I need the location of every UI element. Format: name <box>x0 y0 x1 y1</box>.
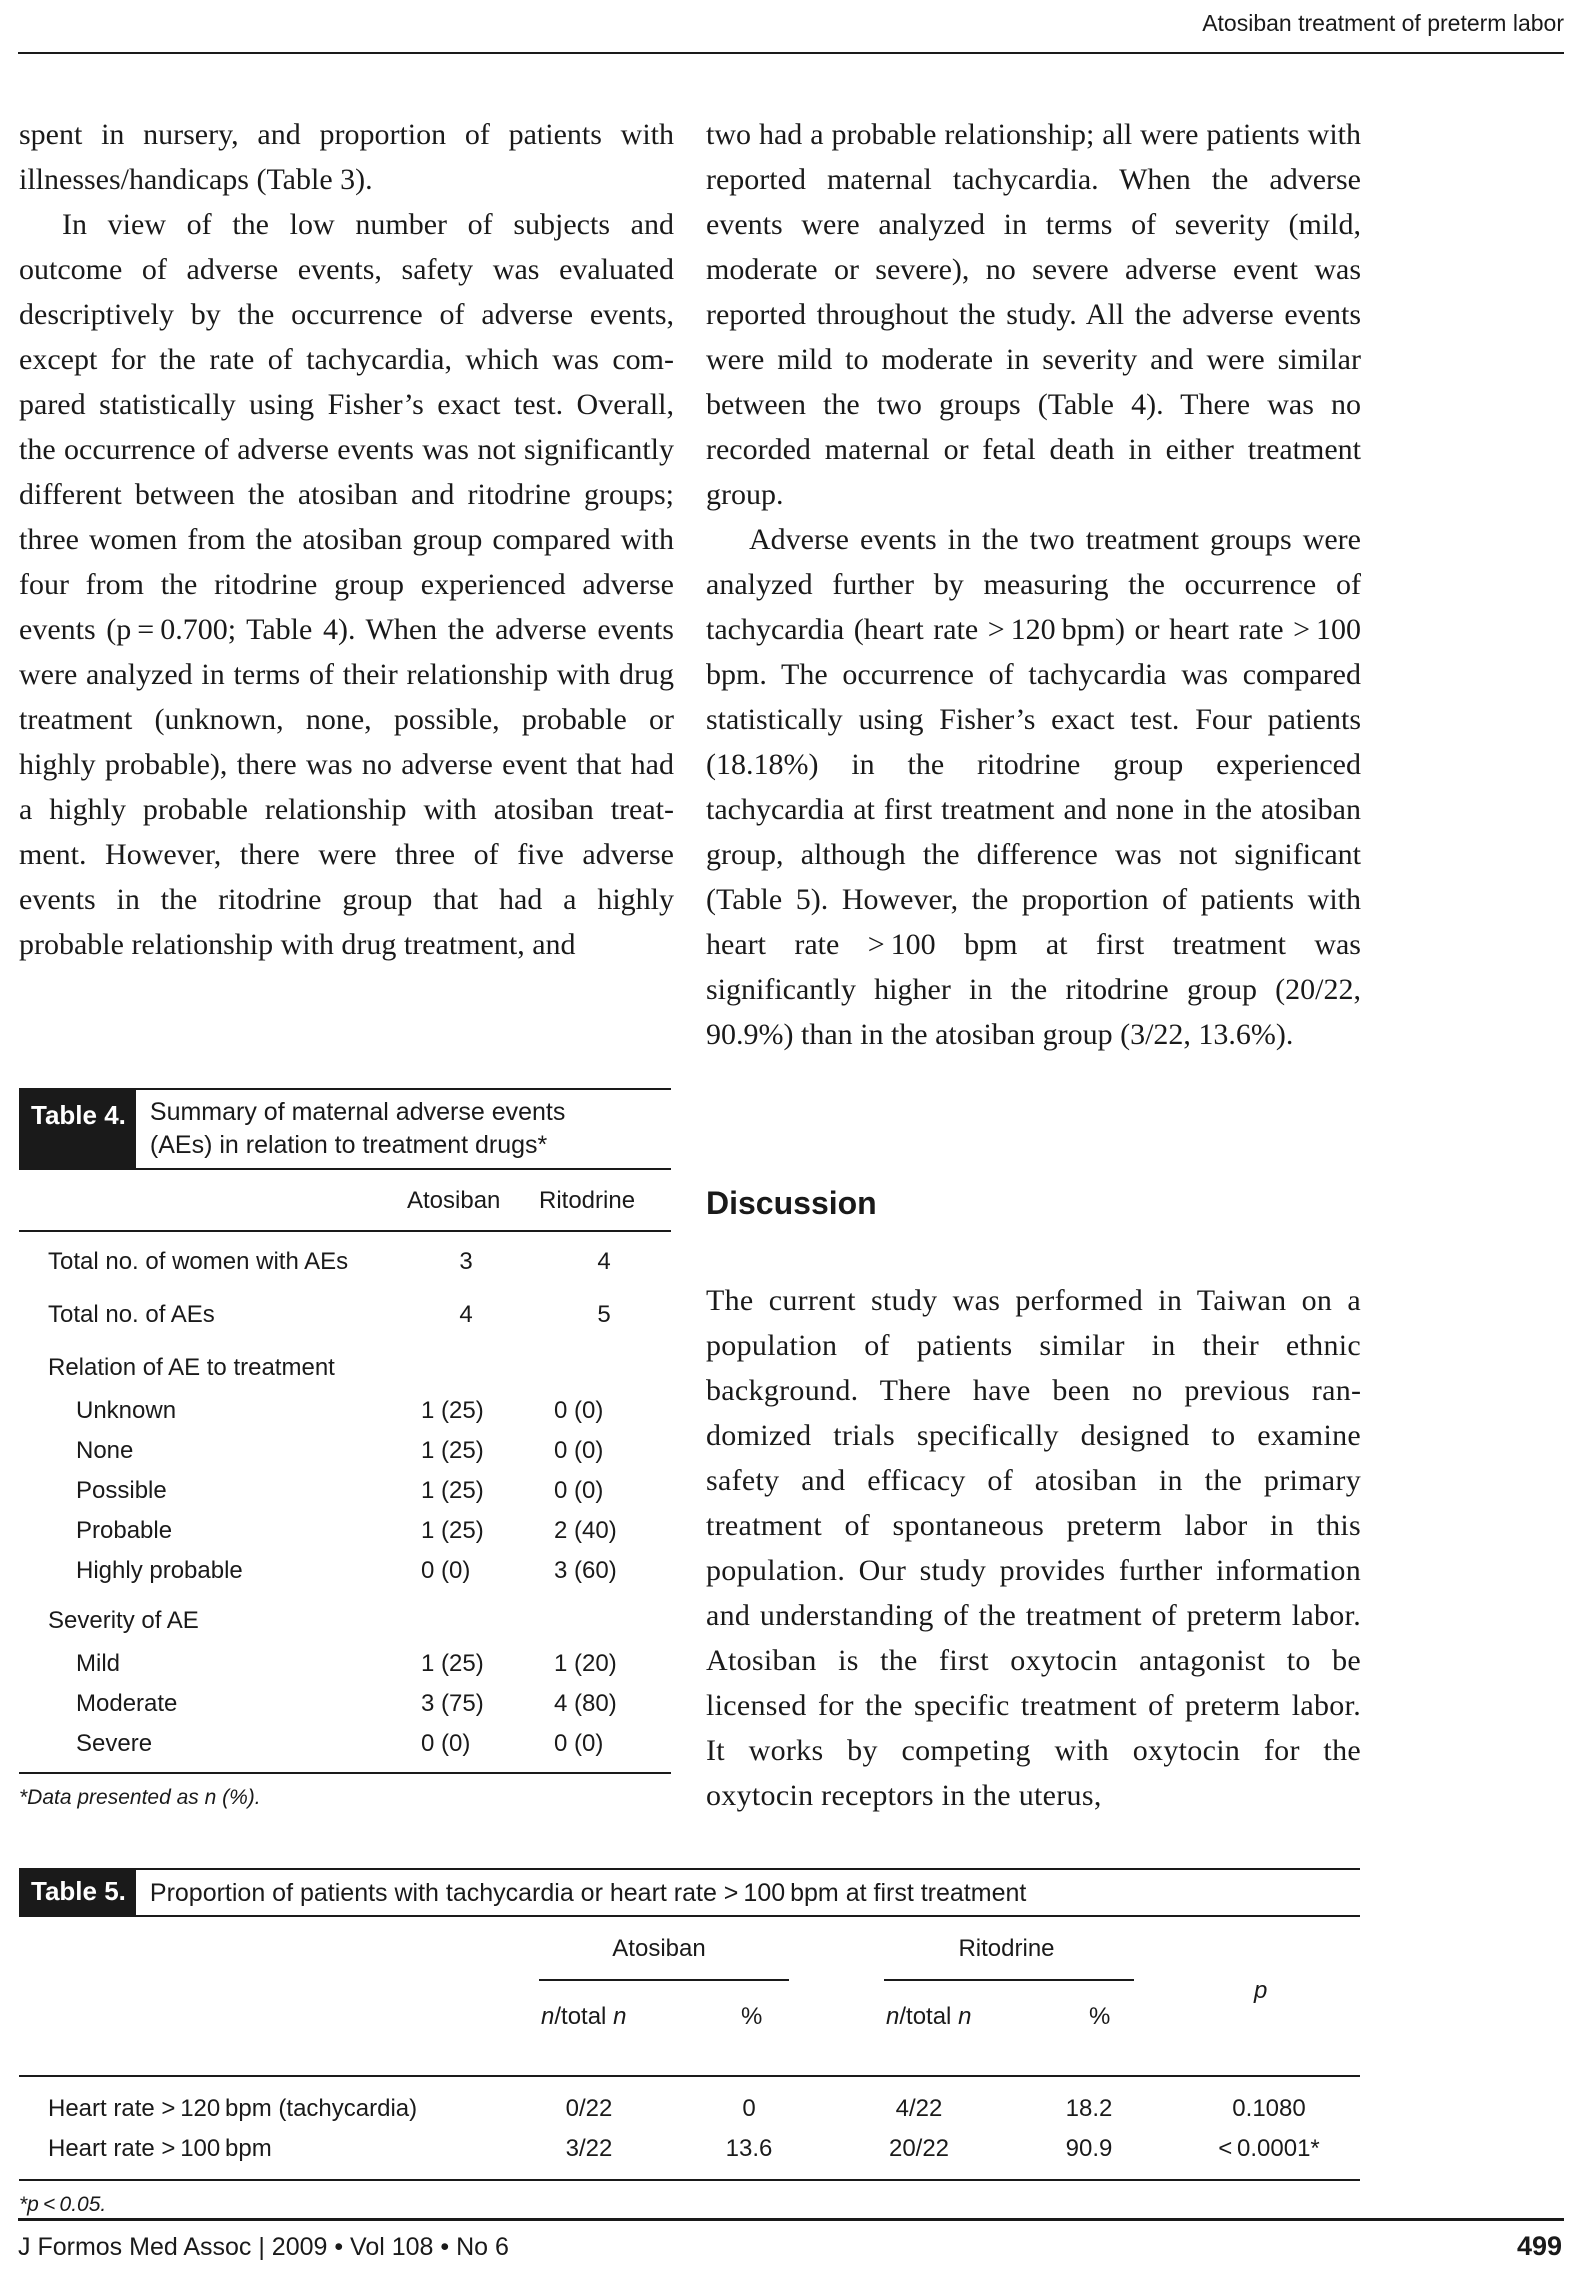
cell-atosiban: 1 (25) <box>421 1477 484 1504</box>
row-label: Highly probable <box>76 1557 243 1584</box>
cell-ritodrine: 4 <box>597 1248 611 1275</box>
left-column <box>19 112 674 967</box>
table-row <box>19 1551 671 1591</box>
row-label: Severity of AE <box>48 1607 199 1634</box>
group-rule <box>884 1979 1134 1981</box>
discussion-paragraph: The current study was performed in Taiwan on a population of patients similar in their ethnic background. There have been no previous randomized trials specifically designed to examine safety and efficacy of atosiban in the primary treatment of spontaneous preterm labor in this population. Our study provides further information and understanding of the treatment of preterm labor. Atosiban is the first oxytocin antagonist to be licensed for the specific treatment of preterm labor. It works by competing with oxytocin for the oxytocin receptors in the uterus, <box>706 1284 1361 1812</box>
section-heading-discussion: Discussion <box>706 1185 877 1221</box>
cell-ritodrine: 2 (40) <box>554 1517 617 1544</box>
caption-line: Summary of maternal adverse events <box>149 1098 566 1126</box>
cell-atosiban: 1 (25) <box>421 1517 484 1544</box>
table-footnote: *p < 0.05. <box>19 2193 107 2216</box>
cell-ritodrine: 1 (20) <box>554 1650 617 1677</box>
row-label: Moderate <box>76 1690 178 1717</box>
table-row <box>19 1285 671 1338</box>
table-row <box>19 1471 671 1511</box>
cell-ritodrine: 4 (80) <box>554 1690 617 1717</box>
cell-ritodrine: 3 (60) <box>554 1557 617 1584</box>
table-4 <box>19 1088 671 1810</box>
page-number: 499 <box>1516 2231 1562 2261</box>
row-label: Mild <box>76 1650 121 1677</box>
row-label: Heart rate > 100 bpm <box>48 2135 272 2162</box>
cell-atosiban-pct: 13.6 <box>725 2135 773 2162</box>
cell-ritodrine: 0 (0) <box>554 1477 604 1504</box>
subheader-n-total: n/total n <box>886 2003 972 2030</box>
cell-atosiban: 1 (25) <box>421 1397 484 1424</box>
row-label: Possible <box>76 1477 167 1504</box>
row-label: Total no. of AEs <box>48 1301 215 1328</box>
table-group-heading <box>19 1591 671 1644</box>
right-column <box>706 112 1361 1057</box>
table-header <box>19 1170 671 1232</box>
table-footnote: *Data presented as n (%). <box>19 1786 261 1809</box>
group-header-ritodrine: Ritodrine <box>958 1935 1055 1962</box>
subheader-percent: % <box>741 2003 763 2030</box>
table-bottom-rule <box>19 1772 671 1774</box>
cell-atosiban: 4 <box>459 1301 473 1328</box>
cell-ritodrine-pct: 18.2 <box>1065 2095 1113 2122</box>
table-row <box>19 2089 1360 2129</box>
row-label: Severe <box>76 1730 153 1757</box>
table-row <box>19 1232 671 1285</box>
row-label: Total no. of women with AEs <box>48 1248 349 1275</box>
table-caption-text <box>136 1090 573 1168</box>
table-row <box>19 1511 671 1551</box>
body-paragraph: Adverse events in the two treatment groups were analyzed further by measuring the occurrence of tachycardia (heart rate > 120 bpm) or heart rate > 100 bpm. The occurrence of tachycardia was compared statistically using Fisher’s exact test. Four patients (18.18%) in the ritodrine group experienced tachycardia at first treatment and none in the atosiban group, although the difference was not significant (Table 5). However, the proportion of patients with heart rate > 100 bpm at first treatment was significantly higher in the ritodrine group (20/22, 90.9%) than in the atosiban group (3/22, 13.6%). <box>706 523 1361 1051</box>
row-label: None <box>76 1437 134 1464</box>
cell-ritodrine: 0 (0) <box>554 1437 604 1464</box>
table-group-heading <box>19 1338 671 1391</box>
cell-atosiban: 1 (25) <box>421 1650 484 1677</box>
table-row <box>19 1391 671 1431</box>
table-5-caption <box>19 1868 1360 1917</box>
column-header-atosiban: Atosiban <box>407 1187 501 1214</box>
table-row <box>19 1644 671 1684</box>
body-paragraph: In view of the low number of subjects and outcome of adverse events, safety was evaluated descriptively by the occurrence of adverse events, except for the rate of tachycardia, which was compared statistically using Fisher’s exact test. Overall, the occurrence of adverse events was not significantly different between the atosiban and ritodrine groups; three women from the atosiban group compared with four from the ritodrine group experienced adverse events (p = 0.700; Table 4). When the adverse events were analyzed in terms of their relationship with drug treatment (unknown, none, possible, probable or highly probable), there was no adverse event that had a highly probable relationship with atosiban treatment. However, there were three of five adverse events in the ritodrine group that had a highly probable relationship with drug treatment, and <box>19 208 674 961</box>
cell-ritodrine-pct: 90.9 <box>1065 2135 1113 2162</box>
cell-p-value: < 0.0001* <box>1218 2135 1320 2162</box>
header-rule <box>18 52 1564 54</box>
table-header <box>19 1917 1360 2077</box>
footer-rule <box>18 2218 1564 2221</box>
cell-atosiban: 3 <box>459 1248 473 1275</box>
table-body <box>19 2077 1360 2181</box>
cell-atosiban: 3 (75) <box>421 1690 484 1717</box>
cell-atosiban: 1 (25) <box>421 1437 484 1464</box>
table-label: Table 5. <box>19 1870 136 1915</box>
table-caption-text: Proportion of patients with tachycardia or heart rate > 100 bpm at first treatment <box>149 1879 1027 1907</box>
table-4-caption <box>19 1088 671 1170</box>
body-paragraph: two had a probable relationship; all were patients with reported maternal tachycardia. When the adverse events were analyzed in terms of severity (mild, moderate or severe), no severe adverse event was reported throughout the study. All the adverse events were mild to moderate in severity and were similar between the two groups (Table 4). There was no recorded maternal or fetal death in either treatment group. <box>706 118 1361 511</box>
cell-ritodrine-n: 20/22 <box>888 2135 950 2162</box>
subheader-percent: % <box>1089 2003 1111 2030</box>
row-label: Probable <box>76 1517 173 1544</box>
cell-ritodrine-n: 4/22 <box>895 2095 943 2122</box>
table-row <box>19 1431 671 1471</box>
table-5 <box>19 1868 1360 2217</box>
journal-citation: J Formos Med Assoc | 2009 • Vol 108 • No 6 <box>18 2233 509 2261</box>
row-label: Heart rate > 120 bpm (tachycardia) <box>48 2095 418 2122</box>
column-header-ritodrine: Ritodrine <box>539 1187 636 1214</box>
cell-atosiban: 0 (0) <box>421 1557 471 1584</box>
table-label: Table 4. <box>19 1090 136 1168</box>
table-row <box>19 1684 671 1724</box>
cell-atosiban: 0 (0) <box>421 1730 471 1757</box>
cell-atosiban-n: 3/22 <box>565 2135 613 2162</box>
body-paragraph: spent in nursery, and proportion of patients with illnesses/handicaps (Table 3). <box>19 118 674 196</box>
row-label: Unknown <box>76 1397 177 1424</box>
cell-ritodrine: 0 (0) <box>554 1397 604 1424</box>
group-rule <box>539 1979 789 1981</box>
subheader-n-total: n/total n <box>541 2003 627 2030</box>
caption-line: (AEs) in relation to treatment drugs* <box>149 1131 548 1159</box>
cell-atosiban-pct: 0 <box>742 2095 756 2122</box>
p-value-header: p <box>1254 1977 1268 2004</box>
row-label: Relation of AE to treatment <box>48 1354 335 1381</box>
cell-atosiban-n: 0/22 <box>565 2095 613 2122</box>
cell-ritodrine: 0 (0) <box>554 1730 604 1757</box>
group-header-atosiban: Atosiban <box>612 1935 706 1962</box>
cell-p-value: 0.1080 <box>1232 2095 1306 2122</box>
cell-ritodrine: 5 <box>597 1301 611 1328</box>
table-row <box>19 1724 671 1764</box>
running-head: Atosiban treatment of preterm labor <box>1202 10 1564 36</box>
table-row <box>19 2129 1360 2169</box>
